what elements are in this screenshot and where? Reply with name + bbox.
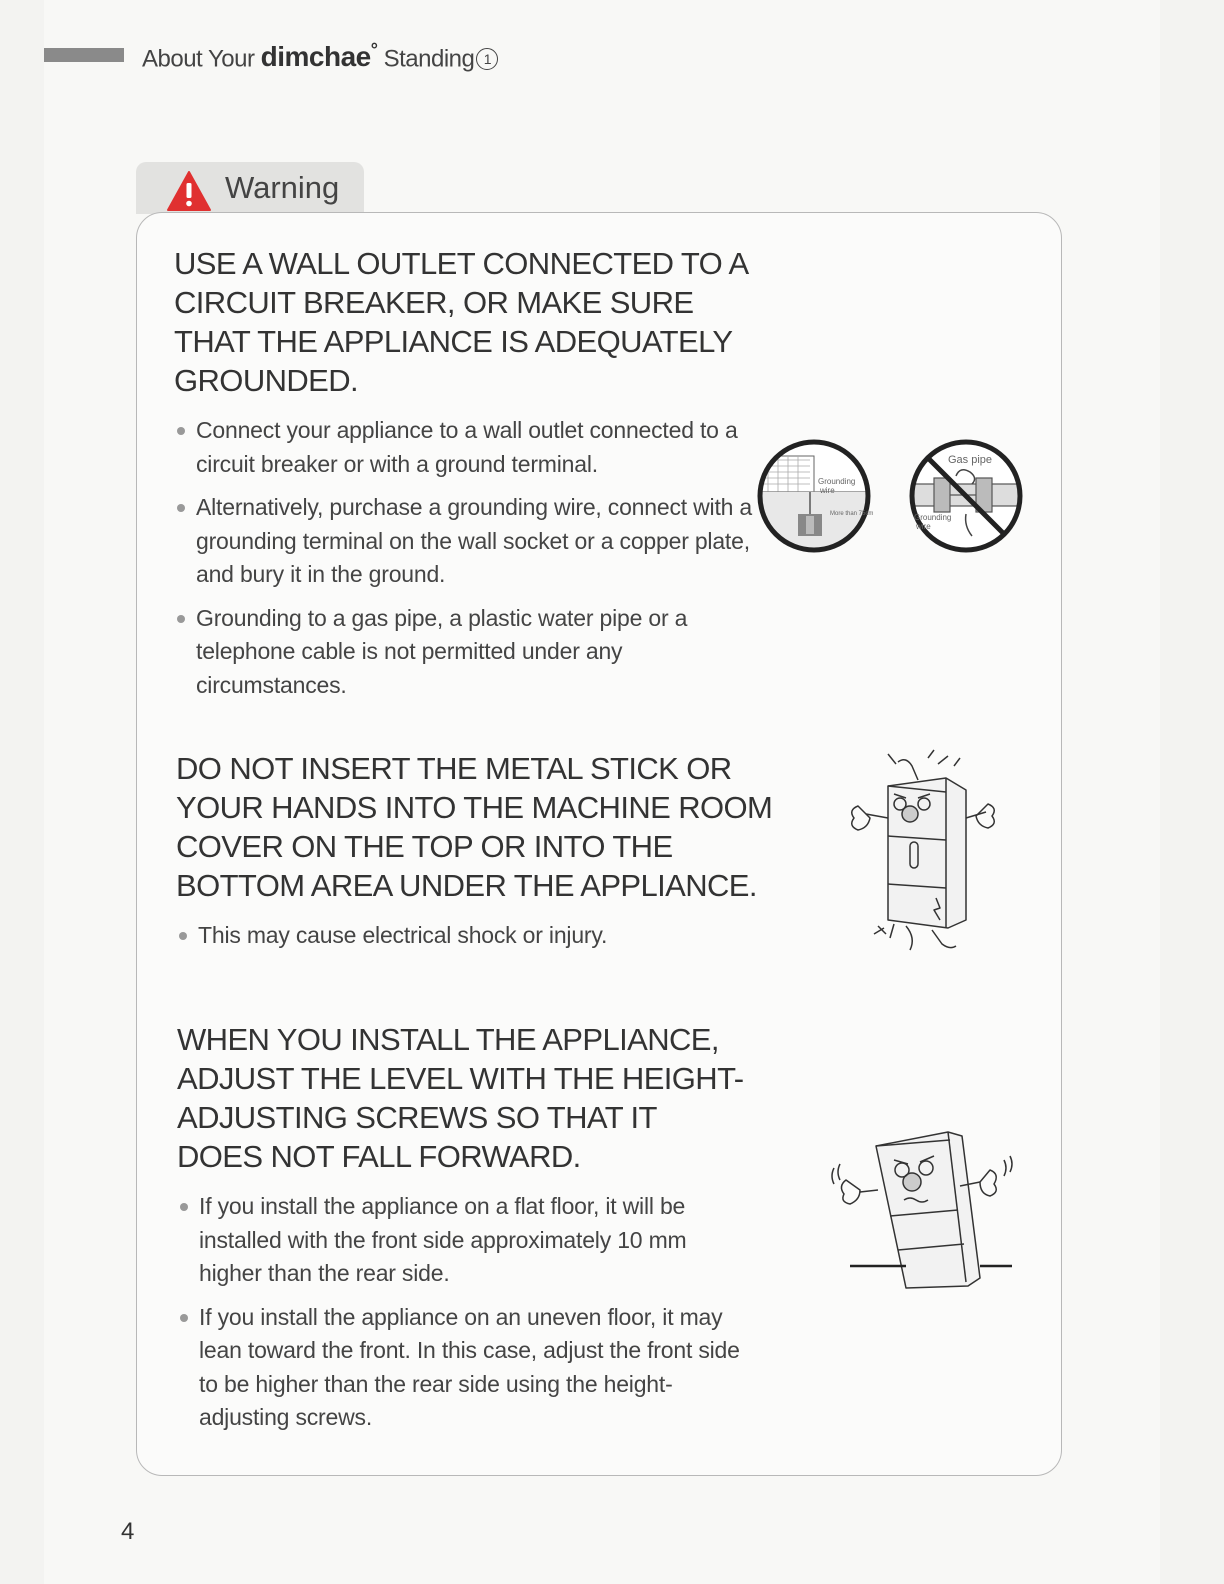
header-brand: dimchae° <box>260 40 378 73</box>
fridge-level-illustration <box>830 1126 1016 1292</box>
list-item: Grounding to a gas pipe, a plastic water pipe or a telephone cable is not permitted under any circumstances. <box>174 602 754 703</box>
page-number: 4 <box>121 1518 135 1545</box>
gas-pipe-prohibited-illustration <box>906 436 1026 556</box>
header-bar <box>44 48 124 62</box>
grounding-wire-label: wire <box>820 486 835 495</box>
depth-label: More than 75cm <box>830 511 874 517</box>
warning-label: Warning <box>225 170 340 205</box>
section-heading: WHEN YOU INSTALL THE APPLIANCE, ADJUST THE LEVEL WITH THE HEIGHT-ADJUSTING SCREWS SO THAT IT DOES NOT FALL FORWARD. <box>177 1022 744 1174</box>
bullet-list <box>176 919 796 953</box>
header-suffix: Standing <box>383 45 475 73</box>
list-item: If you install the appliance on a flat floor, it will be installed with the front side approximately 10 mm higher than the rear side. <box>177 1190 747 1291</box>
grounding-wire-label: Grounding <box>914 513 952 522</box>
bullet-list <box>177 1190 747 1435</box>
list-item: If you install the appliance on an uneven floor, it may lean toward the front. In this case, adjust the front side to be higher than the rear side using the height-adjusting screws. <box>177 1301 747 1435</box>
section-heading: DO NOT INSERT THE METAL STICK OR YOUR HANDS INTO THE MACHINE ROOM COVER ON THE TOP OR INTO THE BOTTOM AREA UNDER THE APPLIANCE. <box>176 751 773 903</box>
grounding-wire-illustration <box>754 436 874 556</box>
bullet-list <box>174 414 754 702</box>
list-item: Alternatively, purchase a grounding wire, connect with a grounding terminal on the wall socket or a copper plate, and bury it in the ground. <box>174 491 754 592</box>
gas-pipe-label: Gas pipe <box>948 454 993 466</box>
section-heading: USE A WALL OUTLET CONNECTED TO A CIRCUIT BREAKER, OR MAKE SURE THAT THE APPLIANCE IS ADEQUATELY GROUNDED. <box>174 246 747 398</box>
grounding-wire-label: wire <box>916 522 931 531</box>
section-machine-room <box>176 749 796 963</box>
section-number-badge: 1 <box>476 48 498 70</box>
warning-tab <box>136 162 364 214</box>
grounding-wire-label: Grounding <box>818 477 856 486</box>
warning-triangle-icon <box>166 170 212 212</box>
list-item: This may cause electrical shock or injury. <box>176 919 796 953</box>
page-header-title <box>142 40 498 73</box>
list-item: Connect your appliance to a wall outlet connected to a circuit breaker or with a ground terminal. <box>174 414 754 481</box>
header-prefix: About Your <box>142 45 255 73</box>
section-level-adjust <box>177 1020 747 1445</box>
brand-mark: ° <box>370 40 378 60</box>
fridge-shock-illustration <box>838 748 1000 958</box>
section-grounding <box>174 244 754 712</box>
